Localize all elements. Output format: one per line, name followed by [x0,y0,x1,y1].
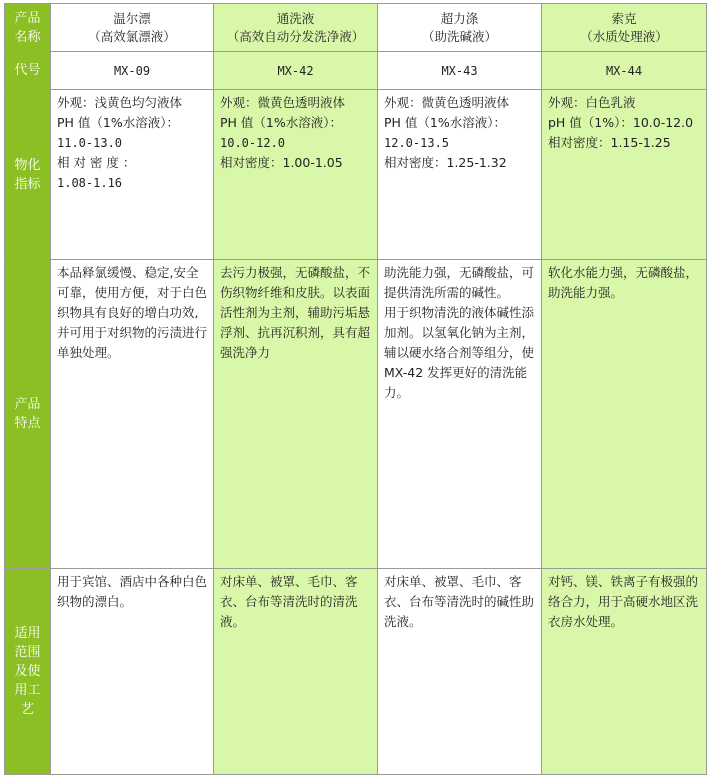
product-subtitle: （高效自动分发洗净液） [226,28,365,44]
usage-text: 对钙、镁、铁离子有极强的络合力，用于高硬水地区洗衣房水处理。 [548,574,699,629]
prop-line: 外观：微黄色透明液体 [220,95,346,110]
features-cell [214,260,378,569]
features-text: 助洗能力强，无磷酸盐，可提供清洗所需的碱性。 用于织物清洗的液体碱性添加剂。以氢氧化钠为主剂，辅以硬水络合剂等组分，使 MX-42 发挥更好的清洗能力。 [384,265,535,400]
product-code: MX-44 [542,52,707,90]
product-subtitle: （高效氯漂液） [88,28,176,44]
product-name: 超力涤 [440,10,479,26]
product-code: MX-43 [378,52,542,90]
props-cell [51,90,214,260]
prop-line: 相 对 密 度 ： [57,155,136,170]
props-cell [542,90,707,260]
prop-line: 11.0-13.0 [57,136,123,150]
product-name: 通洗液 [276,10,315,26]
prop-line: 外观：白色乳液 [548,95,636,110]
product-code: MX-42 [214,52,378,90]
product-name-cell [378,4,542,52]
side-label-props: 物化 指标 [5,90,51,260]
prop-line: PH 值（1%水溶液）： [384,115,506,130]
row-product-name [5,4,707,52]
row-usage [5,569,707,775]
row-physical-properties [5,90,707,260]
usage-cell [214,569,378,775]
features-text: 本品释氯缓慢、稳定,安全可靠，使用方便，对于白色织物具有良好的增白功效,并可用于对织物的污渍进行单独处理。 [57,265,208,360]
product-name-cell [214,4,378,52]
prop-line: 1.08-1.16 [57,176,123,190]
prop-line: pH 值（1%）：10.0-12.0 [548,115,694,130]
usage-text: 对床单、被罩、毛巾、客衣、台布等清洗时的碱性助洗液。 [384,574,535,629]
features-cell [378,260,542,569]
side-label-name: 产品 名称 [5,4,51,52]
side-label-code: 代号 [5,52,51,90]
features-text: 软化水能力强，无磷酸盐，助洗能力强。 [548,265,699,300]
row-features [5,260,707,569]
product-subtitle: （水质处理液） [580,28,668,44]
features-cell [51,260,214,569]
usage-text: 对床单、被罩、毛巾、客衣、台布等清洗时的清洗液。 [220,574,358,629]
row-product-code [5,52,707,90]
prop-line: 相对密度：1.00-1.05 [220,155,343,170]
usage-cell [378,569,542,775]
side-label-features: 产品 特点 [5,260,51,569]
prop-line: 相对密度：1.25-1.32 [384,155,507,170]
prop-line: PH 值（1%水溶液）： [57,115,179,130]
product-code: MX-09 [51,52,214,90]
product-name-cell [51,4,214,52]
props-cell [378,90,542,260]
props-cell [214,90,378,260]
prop-line: 外观：微黄色透明液体 [384,95,510,110]
prop-line: 相对密度：1.15-1.25 [548,135,671,150]
product-name-cell [542,4,707,52]
product-name: 索克 [611,10,637,26]
features-cell [542,260,707,569]
features-text: 去污力极强，无磷酸盐，不伤织物纤维和皮肤。以表面活性剂为主剂，辅助污垢悬浮剂、抗再沉积剂，具有超强洗净力 [220,265,371,360]
side-label-usage: 适用 范围 及使 用工 艺 [5,569,51,775]
prop-line: 12.0-13.5 [384,136,450,150]
product-spec-table [4,3,707,775]
prop-line: PH 值（1%水溶液）： [220,115,342,130]
prop-line: 外观：浅黄色均匀液体 [57,95,183,110]
usage-text: 用于宾馆、酒店中各种白色织物的漂白。 [57,574,208,609]
prop-line: 10.0-12.0 [220,136,286,150]
product-name: 温尔漂 [113,10,151,26]
product-subtitle: （助洗碱液） [421,28,497,44]
usage-cell [51,569,214,775]
usage-cell [542,569,707,775]
